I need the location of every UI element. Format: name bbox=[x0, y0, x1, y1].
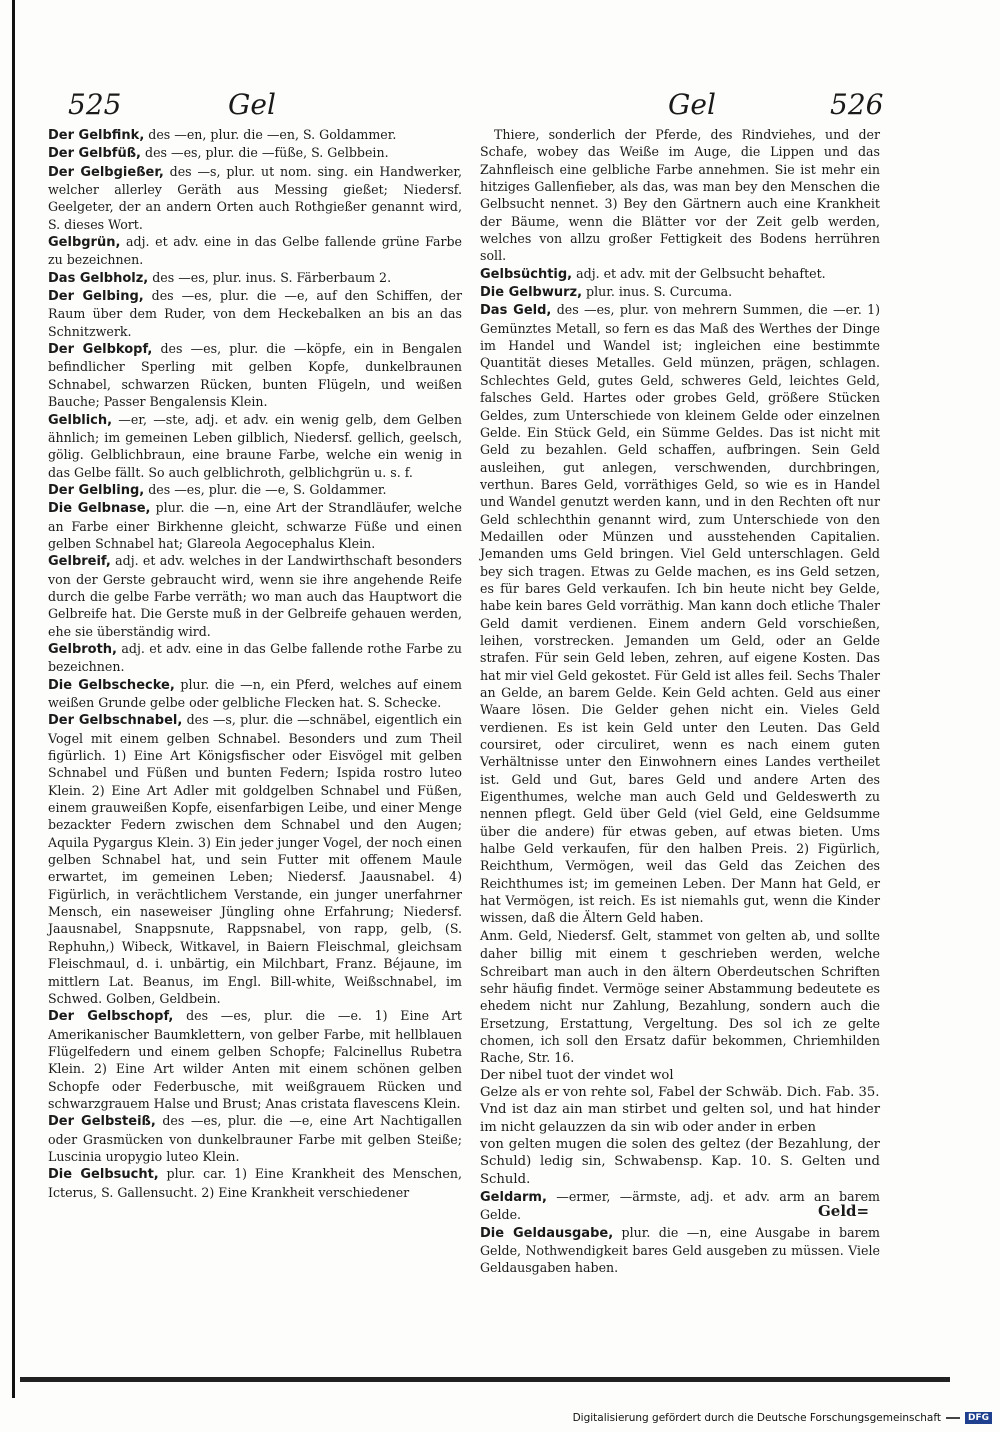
entry-headword: Der Gelbling, bbox=[48, 482, 145, 498]
dictionary-entry bbox=[480, 927, 880, 1067]
dfg-logo: DFG bbox=[965, 1412, 992, 1424]
dictionary-entry bbox=[480, 283, 880, 301]
entry-headword: Der Gelbfüß, bbox=[48, 146, 141, 162]
entry-definition: des —es, plur. inus. S. Färberbaum 2. bbox=[148, 269, 392, 285]
entry-definition: plur. die —n, eine Art der Strandläufer, welche an Farbe einer Birkhenne gleicht, schwarze Füße und einen gelben Schnabel hat; Glareola Aegocephalus Klein. bbox=[48, 500, 462, 551]
entry-definition: des —es, plur. die —e. 1) Eine Art Amerikanischer Baumklettern, von gelber Farbe, mit hellblauen Flügelfedern und einem gelben Schopfe; Falcinellus Rubetra Klein. 2) Eine Art wilder Anten mit einem schönen gelben Schopfe oder Federbusche, mit weißgrauem Rücken und schwarzgrauem Halse und Brust; Anas cristata flavescens Klein. bbox=[48, 1008, 462, 1111]
dictionary-entry bbox=[48, 1112, 462, 1165]
entry-definition: plur. die —n, ein Pferd, welches auf einem weißen Grunde gelbe oder gelbliche Flecken hat. S. Schecke. bbox=[48, 676, 462, 710]
dictionary-entry bbox=[48, 711, 462, 1007]
entry-headword: Der Gelbfink, bbox=[48, 128, 145, 143]
entry-definition: des —en, plur. die —en, S. Goldammer. bbox=[144, 127, 397, 142]
entry-headword: Die Gelbnase, bbox=[48, 501, 151, 517]
entry-definition: plur. die —n, eine Ausgabe in barem Gelde, Nothwendigkeit bares Geld ausgeben zu müssen. Viele Geldausgaben haben. bbox=[480, 1224, 880, 1276]
entry-headword: Die Gelbsucht, bbox=[48, 1167, 159, 1183]
dictionary-entry bbox=[48, 411, 462, 481]
entry-definition: adj. et adv. eine in das Gelbe fallende rothe Farbe zu bezeichnen. bbox=[48, 640, 462, 675]
running-header bbox=[40, 88, 920, 128]
entry-headword: Die Geldausgabe, bbox=[480, 1225, 614, 1241]
verse-line: Der nibel tuot der vindet wol bbox=[480, 1067, 674, 1083]
running-head-left: Gel bbox=[228, 88, 276, 121]
entry-definition: des —es, plur. die —e, eine Art Nachtigallen oder Grasmücken von dunkelbrauner Farbe mit gelben Steiße; Luscinia uropygio luteo Klein. bbox=[48, 1113, 463, 1164]
entry-headword: Gelbgrün, bbox=[48, 235, 121, 251]
continuation-text: Thiere, sonderlich der Pferde, des Rindviehes, und der Schafe, wobey das Weiße im Auge, die Lippen und das Zahnfleisch eine gelbliche Farbe annehmen. Sie ist mehr ein hitziges Gallenfieber, als das, was man bey den Menschen die Gelbsucht nennet. 3) Bey den Gärtnern auch eine Krankheit der Bäume, wenn die Blätter vor der Zeit gelb werden, welches von allzu großer Fettigkeit des Bodens herrühren soll. bbox=[480, 127, 880, 264]
entry-headword: Der Gelbsteiß, bbox=[48, 1114, 156, 1130]
catchword: Geld= bbox=[818, 1202, 870, 1220]
entry-headword: Das Gelbholz, bbox=[48, 270, 149, 286]
entry-definition: adj. et adv. eine in das Gelbe fallende grüne Farbe zu bezeichnen. bbox=[48, 234, 462, 268]
entry-headword: Gelbreif, bbox=[48, 554, 111, 570]
entry-definition: —ermer, —ärmste, adj. et adv. arm an barem Gelde. bbox=[480, 1188, 880, 1223]
entry-definition: des —s, plur. ut nom. sing. ein Handwerker, welcher allerley Geräth aus Messing gießet; Niedersf. Geelgeter, der an andern Orten auch Rothgießer genannt wird, S. dieses Wort. bbox=[48, 163, 462, 232]
entry-headword: Der Gelbing, bbox=[48, 289, 144, 305]
dictionary-entry bbox=[48, 499, 462, 552]
entry-definition: plur. inus. S. Curcuma. bbox=[582, 284, 733, 300]
entry-headword: Gelblich, bbox=[48, 412, 113, 428]
entry-definition: plur. car. 1) Eine Krankheit des Menschen, Icterus, S. Gallensucht. 2) Eine Krankheit verschiedener bbox=[48, 1166, 462, 1200]
left-column bbox=[48, 126, 462, 1201]
dictionary-entry bbox=[48, 552, 462, 640]
dictionary-entry bbox=[48, 287, 462, 340]
dictionary-entry bbox=[480, 1224, 880, 1277]
entry-definition: adj. et adv. mit der Gelbsucht behaftet. bbox=[572, 265, 826, 281]
entry-headword: Der Gelbschnabel, bbox=[48, 713, 183, 729]
page-edge-rule bbox=[12, 0, 15, 1398]
verse-line: Vnd ist daz ain man stirbet und gelten sol, und hat hinder im nicht gelauzzen da sin wib oder ander in erben bbox=[480, 1102, 880, 1135]
entry-definition: —er, —ste, adj. et adv. ein wenig gelb, dem Gelben ähnlich; im gemeinen Leben gilblich, Niedersf. gellich, geelsch, gölig. Gelblichbraun, eine braune Farbe, welche ein wenig in das Gelbe fällt. So auch gelblichroth, gelblichgrün u. s. f. bbox=[48, 411, 462, 480]
footer-separator bbox=[946, 1417, 960, 1419]
dictionary-entry bbox=[48, 144, 462, 162]
entry-definition: des —es, plur. die —füße, S. Gelbbein. bbox=[141, 145, 389, 161]
verse-line: von gelten mugen die solen des geltez (der Bezahlung, der Schuld) ledig sin, Schwabensp. Kap. 10. S. Gelten und Schuld. bbox=[480, 1136, 880, 1187]
footer-credit: Digitalisierung gefördert durch die Deutsche Forschungsgemeinschaft bbox=[572, 1412, 941, 1424]
entry-headword: Geldarm, bbox=[480, 1189, 547, 1205]
entry-headword: Gelbsüchtig, bbox=[480, 266, 573, 282]
running-head-right: Gel bbox=[668, 88, 716, 121]
dictionary-entry bbox=[48, 126, 462, 144]
entry-headword: Der Gelbgießer, bbox=[48, 164, 164, 180]
entry-definition: des —es, plur. die —e, S. Goldammer. bbox=[144, 481, 387, 497]
dictionary-entry bbox=[48, 269, 462, 287]
dictionary-entry bbox=[48, 340, 462, 410]
dictionary-entry bbox=[48, 1007, 462, 1112]
bottom-rule bbox=[20, 1377, 950, 1382]
verse-line: Gelze als er von rehte sol, Fabel der Schwäb. Dich. Fab. 35. bbox=[480, 1084, 880, 1100]
entry-definition: Anm. Geld, Niedersf. Gelt, stammet von gelten ab, und sollte daher billig mit einem t geschrieben werden, welche Schreibart man auch in den ältern Oberdeutschen Schriften sehr häufig findet. Vermöge seiner Abstammung bedeutete es ehedem nicht nur Zahlung, Bezahlung, sondern auch die Ersetzung, Erstattung, Vergeltung. Des sol ich ze gelte chomen, ich soll den Ersatz dafür bekommen, Chriemhilden Rache, Str. 16. bbox=[480, 927, 880, 1066]
dictionary-entry bbox=[48, 1165, 462, 1201]
dictionary-entry bbox=[48, 163, 462, 233]
page-number-left: 525 bbox=[68, 88, 122, 121]
entry-headword: Der Gelbkopf, bbox=[48, 342, 153, 358]
dictionary-entry bbox=[480, 265, 880, 283]
entry-definition: des —es, plur. die —köpfe, ein in Bengalen befindlicher Sperling mit gelben Kopfe, dunkelbraunen Schnabel, schwarzen Rücken, bunten Flügeln, und weißen Bauche; Passer Bengalensis Klein. bbox=[48, 341, 462, 410]
dictionary-entry bbox=[48, 676, 462, 712]
dictionary-entry bbox=[480, 301, 880, 926]
entry-headword: Die Gelbschecke, bbox=[48, 677, 175, 693]
entry-definition: adj. et adv. welches in der Landwirthschaft besonders von der Gerste gebraucht wird, wenn sie ihre angehende Reife durch die gelbe Farbe verräth; wo man auch das Hauptwort die Gelbreife hat. Die Gerste muß in der Gelbreife gehauen werden, ehe sie überständig wird. bbox=[48, 553, 462, 639]
entry-headword: Der Gelbschopf, bbox=[48, 1009, 174, 1025]
right-column bbox=[480, 126, 880, 1277]
entry-headword: Das Geld, bbox=[480, 303, 552, 319]
digitization-footer bbox=[573, 1412, 992, 1424]
entry-definition: des —es, plur. die —e, auf den Schiffen, der Raum über dem Ruder, von dem Heckebalken an bis an das Schnitzwerk. bbox=[48, 288, 462, 339]
dictionary-entry bbox=[48, 640, 462, 676]
page-number-right: 526 bbox=[830, 88, 884, 121]
dictionary-entry bbox=[48, 481, 462, 499]
right-entries bbox=[480, 265, 880, 1067]
entry-definition: des —es, plur. von mehrern Summen, die —er. 1) Gemünztes Metall, so fern es das Maß des Werthes der Dinge im Handel und Wandel ist; ingleichen eine bestimmte Quantität dieses Metalles. Geld münzen, prägen, schlagen. Schlechtes Geld, gutes Geld, schweres Geld, leichtes Geld, falsches Geld. Hartes oder grobes Geld, größere Stücken Geldes, zum Unterschiede von kleinem Gelde oder einzelnen Gelde. Ein Stück Geld, ein Sümme Geldes. Das ist nicht mit Geld zu bezahlen. Geld schaffen, aufbringen. Sein Geld ausleihen, gut anlegen, verschwenden, durchbringen, verthun. Bares Geld, vorräthiges Geld, so wie es in Handel und Wandel genutzt werden kann, und in den Rechten oft nur Geld schlechthin genannt wird, zum Unterschiede von den Medaillen oder Münzen und ausstehenden Capitalien. Jemanden ums Geld bringen. Viel Geld unterschlagen. Geld bey sich tragen. Etwas zu Gelde machen, es ins Geld setzen, es für bares Geld verkaufen. Ich bin heute nicht bey Gelde, habe kein bares Geld vorräthig. Man kann doch etliche Thaler Geld damit verdienen. Einem andern Geld vorschießen, leihen, vorstrecken. Jemanden um Geld, oder an Gelde strafen. Für sein Geld leben, zehren, auf eigene Kosten. Das hat mir viel Geld gekostet. Für Geld ist alles feil. Sechs Thaler an Gelde, an barem Gelde. Kein Geld achten. Geld aus einer Waare lösen. Die Gelder gehen nicht ein. Vieles Geld verdienen. Es ist kein Geld unter den Leuten. Das Geld coursiret, oder circuliret, wenn es nach einem guten Verhältnisse unter den Einwohnern eines Landes vertheilet ist. Geld und Gut, bares Geld und andere Arten des Eigenthumes, welche man auch Geld und Geldeswerth zu nennen pflegt. Geld über Geld (viel Geld, eine Geldsumme über die andere) für etwas geben, auf etwas bieten. Ums halbe Geld verkaufen, für den halben Preis. 2) Figürlich, Reichthum, Vermögen, weil das Geld das Zeichen des Reichthumes ist; im gemeinen Leben. Der Mann hat Geld, er hat Vermögen, ist reich. Es ist niemahls gut, wenn die Kinder wissen, daß die Ältern Geld haben. bbox=[480, 302, 881, 926]
entry-headword: Die Gelbwurz, bbox=[480, 285, 583, 301]
dictionary-entry bbox=[48, 233, 462, 269]
entry-definition: des —s, plur. die —schnäbel, eigentlich ein Vogel mit einem gelben Schnabel. Besonders und zum Theil figürlich. 1) Eine Art Königsfischer oder Eisvögel mit gelben Schnabel und Füßen und bunten Federn; Ispida rostro luteo Klein. 2) Eine Art Adler mit goldgelben Schnabel und Füßen, einem grauweißen Kopfe, eisenfarbigen Leibe, und einer Menge bezackter Federn zwischen dem Schnabel und den Augen; Aquila Pygargus Klein. 3) Ein jeder junger Vogel, der noch einen gelben Schnabel hat, und sein Futter mit offenem Maule erwartet, im gemeinen Leben; Niedersf. Jaausnabel. 4) Figürlich, in verächtlichem Verstande, ein junger unerfahrner Mensch, ein naseweiser Jüngling ohne Erfahrung; Niedersf. Jaausnabel, Snappsnute, Rappsnabel, von rapp, gelb, (S. Rephuhn,) Wibeck, Witkavel, in Baiern Fleischmal, gleichsam Fleischmaul, d. i. unbärtig, ein Milchbart, Franz. Béjaune, im mittlern Lat. Beanus, im Engl. Bill-white, Weißschnabel, im Schwed. Golben, Geldbein. bbox=[48, 712, 462, 1006]
verse-quotations bbox=[480, 1067, 880, 1188]
entry-headword: Gelbroth, bbox=[48, 641, 117, 657]
